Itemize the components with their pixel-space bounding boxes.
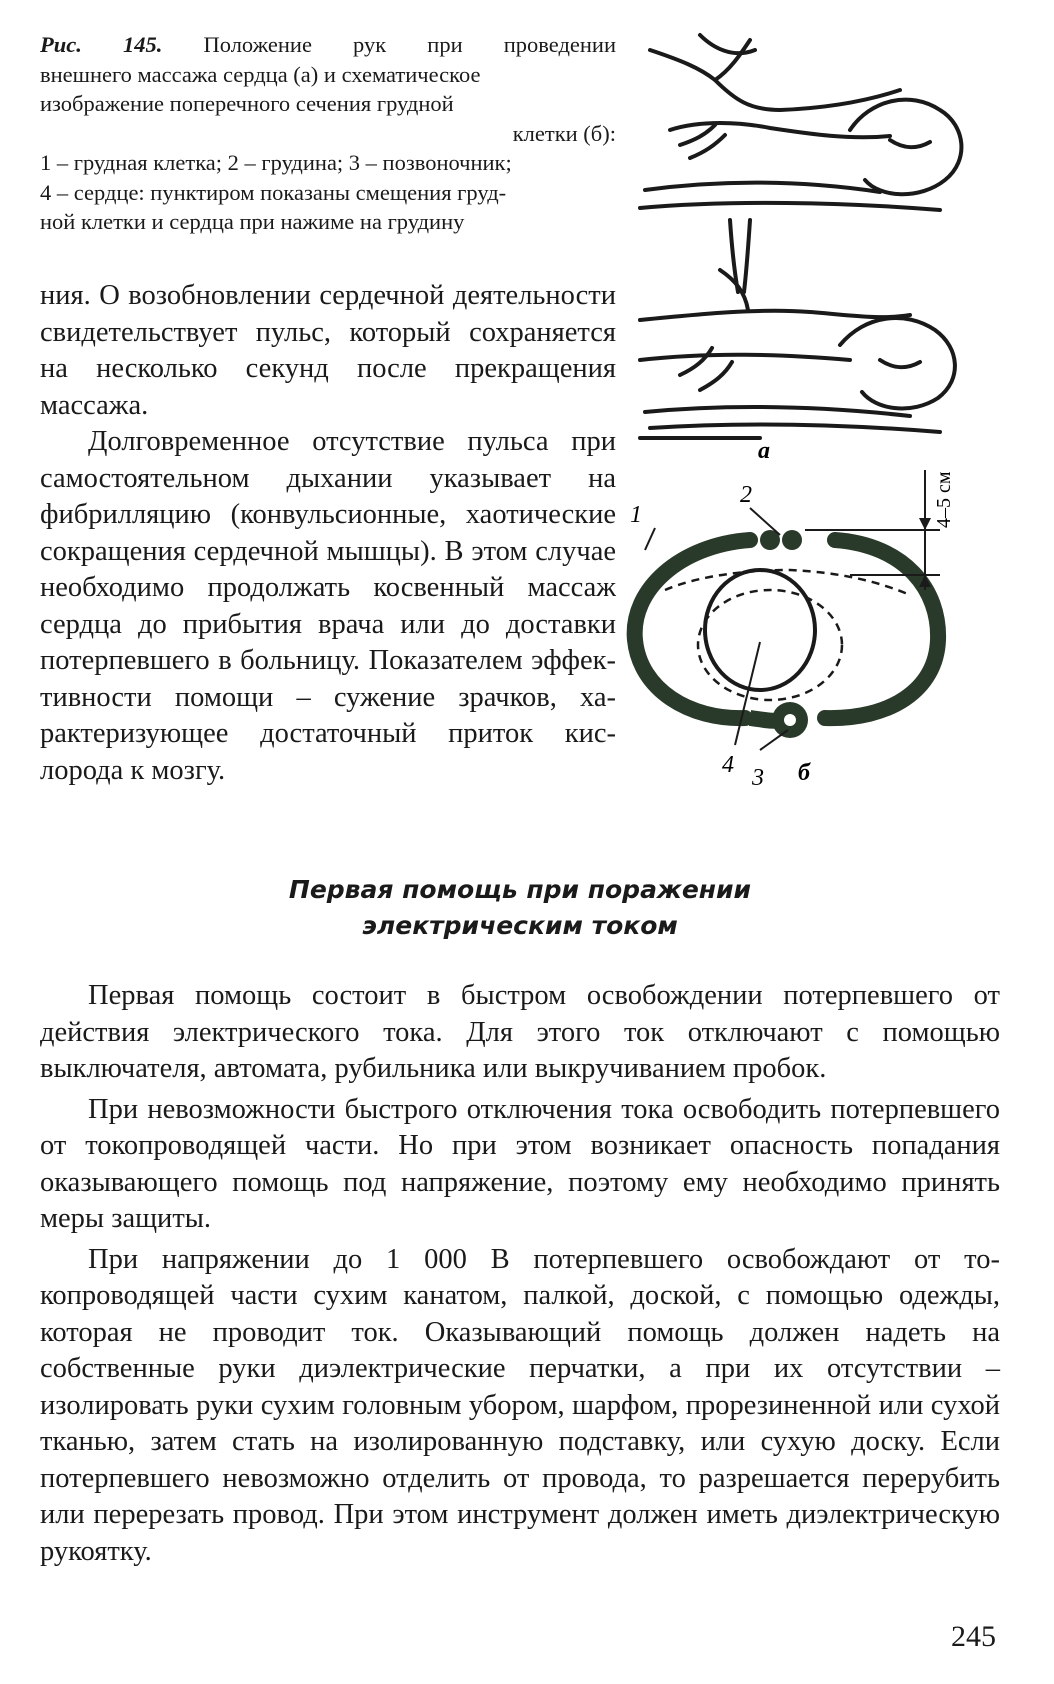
caption-line-2: внешнего массажа сердца (а) и схематическое: [40, 61, 481, 87]
page-number: 245: [951, 1620, 996, 1653]
column-paragraph-1: ния. О возобновлении сердечной деятельности свидетельствует пульс, который сохраняется на несколько секунд после прекращения массажа.: [40, 280, 616, 421]
figure-number-3: 3: [752, 765, 764, 791]
caption-line-4: клетки (б):: [512, 120, 616, 146]
section-heading: [40, 872, 1000, 944]
caption-figure-number: Рис. 145.: [40, 32, 163, 57]
body-paragraph-3: При напряжении до 1 000 В потерпевшего освобождают от токопроводящей части сухим канатом, палкой, доской, с помощью одежды, которая не проводит ток. Оказывающий помощь должен надеть на собственные руки диэлектрические перчатки, а при их отсутствии – изолировать руки сухим головным убором, шарфом, прорезиненной или сухой тканью, затем стать на изолированную подставку, или сухую доску. Если потерпевшего невозможно отделить от провода, то разрешается перерубить или перерезать провод. При этом инструмент должен иметь диэлектрическую рукоятку.: [40, 1243, 1000, 1567]
chest-cross-section: [635, 470, 940, 750]
figure-number-1: 1: [630, 502, 642, 528]
figure-label-a: а: [758, 438, 770, 464]
body-paragraph-2: При невозможности быстрого отключения тока освободить потерпевшего от токопроводящей части. Но при этом возникает опасность попадания оказывающего помощь под напряжение, поэтому ему необходимо принять меры защиты.: [40, 1093, 1000, 1234]
column-text: [40, 278, 616, 789]
section-heading-line-2: электрическим током: [362, 911, 678, 940]
body-paragraph-1: Первая помощь состоит в быстром освобождении потерпевшего от действия электрического тока. Для этого ток отключают с помощью выключателя, автомата, рубильника или выкручиванием пробок.: [40, 980, 1000, 1084]
caption-legend-1: 1 – грудная клетка; 2 – грудина; 3 – позвоночник;: [40, 150, 512, 175]
figure-number-2: 2: [740, 482, 752, 508]
dimension-label: 4–5 см: [933, 471, 955, 528]
column-paragraph-2: Долговременное отсутствие пульса при самостоятельном дыхании указывает на фибрилляцию (конвульсионные, хаотические сокращения сердечной мышцы). В этом случае необходимо продолжать косвенный массаж сердца до прибытия врача или до доставки потерпевшего в больницу. Показателем эффективности помощи – сужение зрачков, характеризующее достаточный приток кислорода к мозгу.: [40, 426, 616, 786]
illustration-hands-top: [640, 35, 961, 210]
caption-line-3: изображение поперечного сечения грудной: [40, 91, 454, 116]
figure-label-b: б: [798, 760, 810, 786]
caption-line-1: Положение рук при проведении: [203, 32, 617, 57]
caption-title-line: [40, 30, 616, 60]
section-heading-line-1: Первая помощь при поражении: [288, 875, 752, 904]
caption-legend-3: ной клетки и сердца при нажиме на грудину: [40, 209, 465, 234]
illustration-hands-bottom: [640, 220, 955, 438]
figure-illustration: [630, 30, 990, 830]
figure-caption: [40, 30, 616, 237]
body-text: [40, 978, 1000, 1574]
caption-legend-2: 4 – сердце: пунктиром показаны смещения груд-: [40, 179, 507, 205]
figure-number-4: 4: [722, 752, 734, 778]
